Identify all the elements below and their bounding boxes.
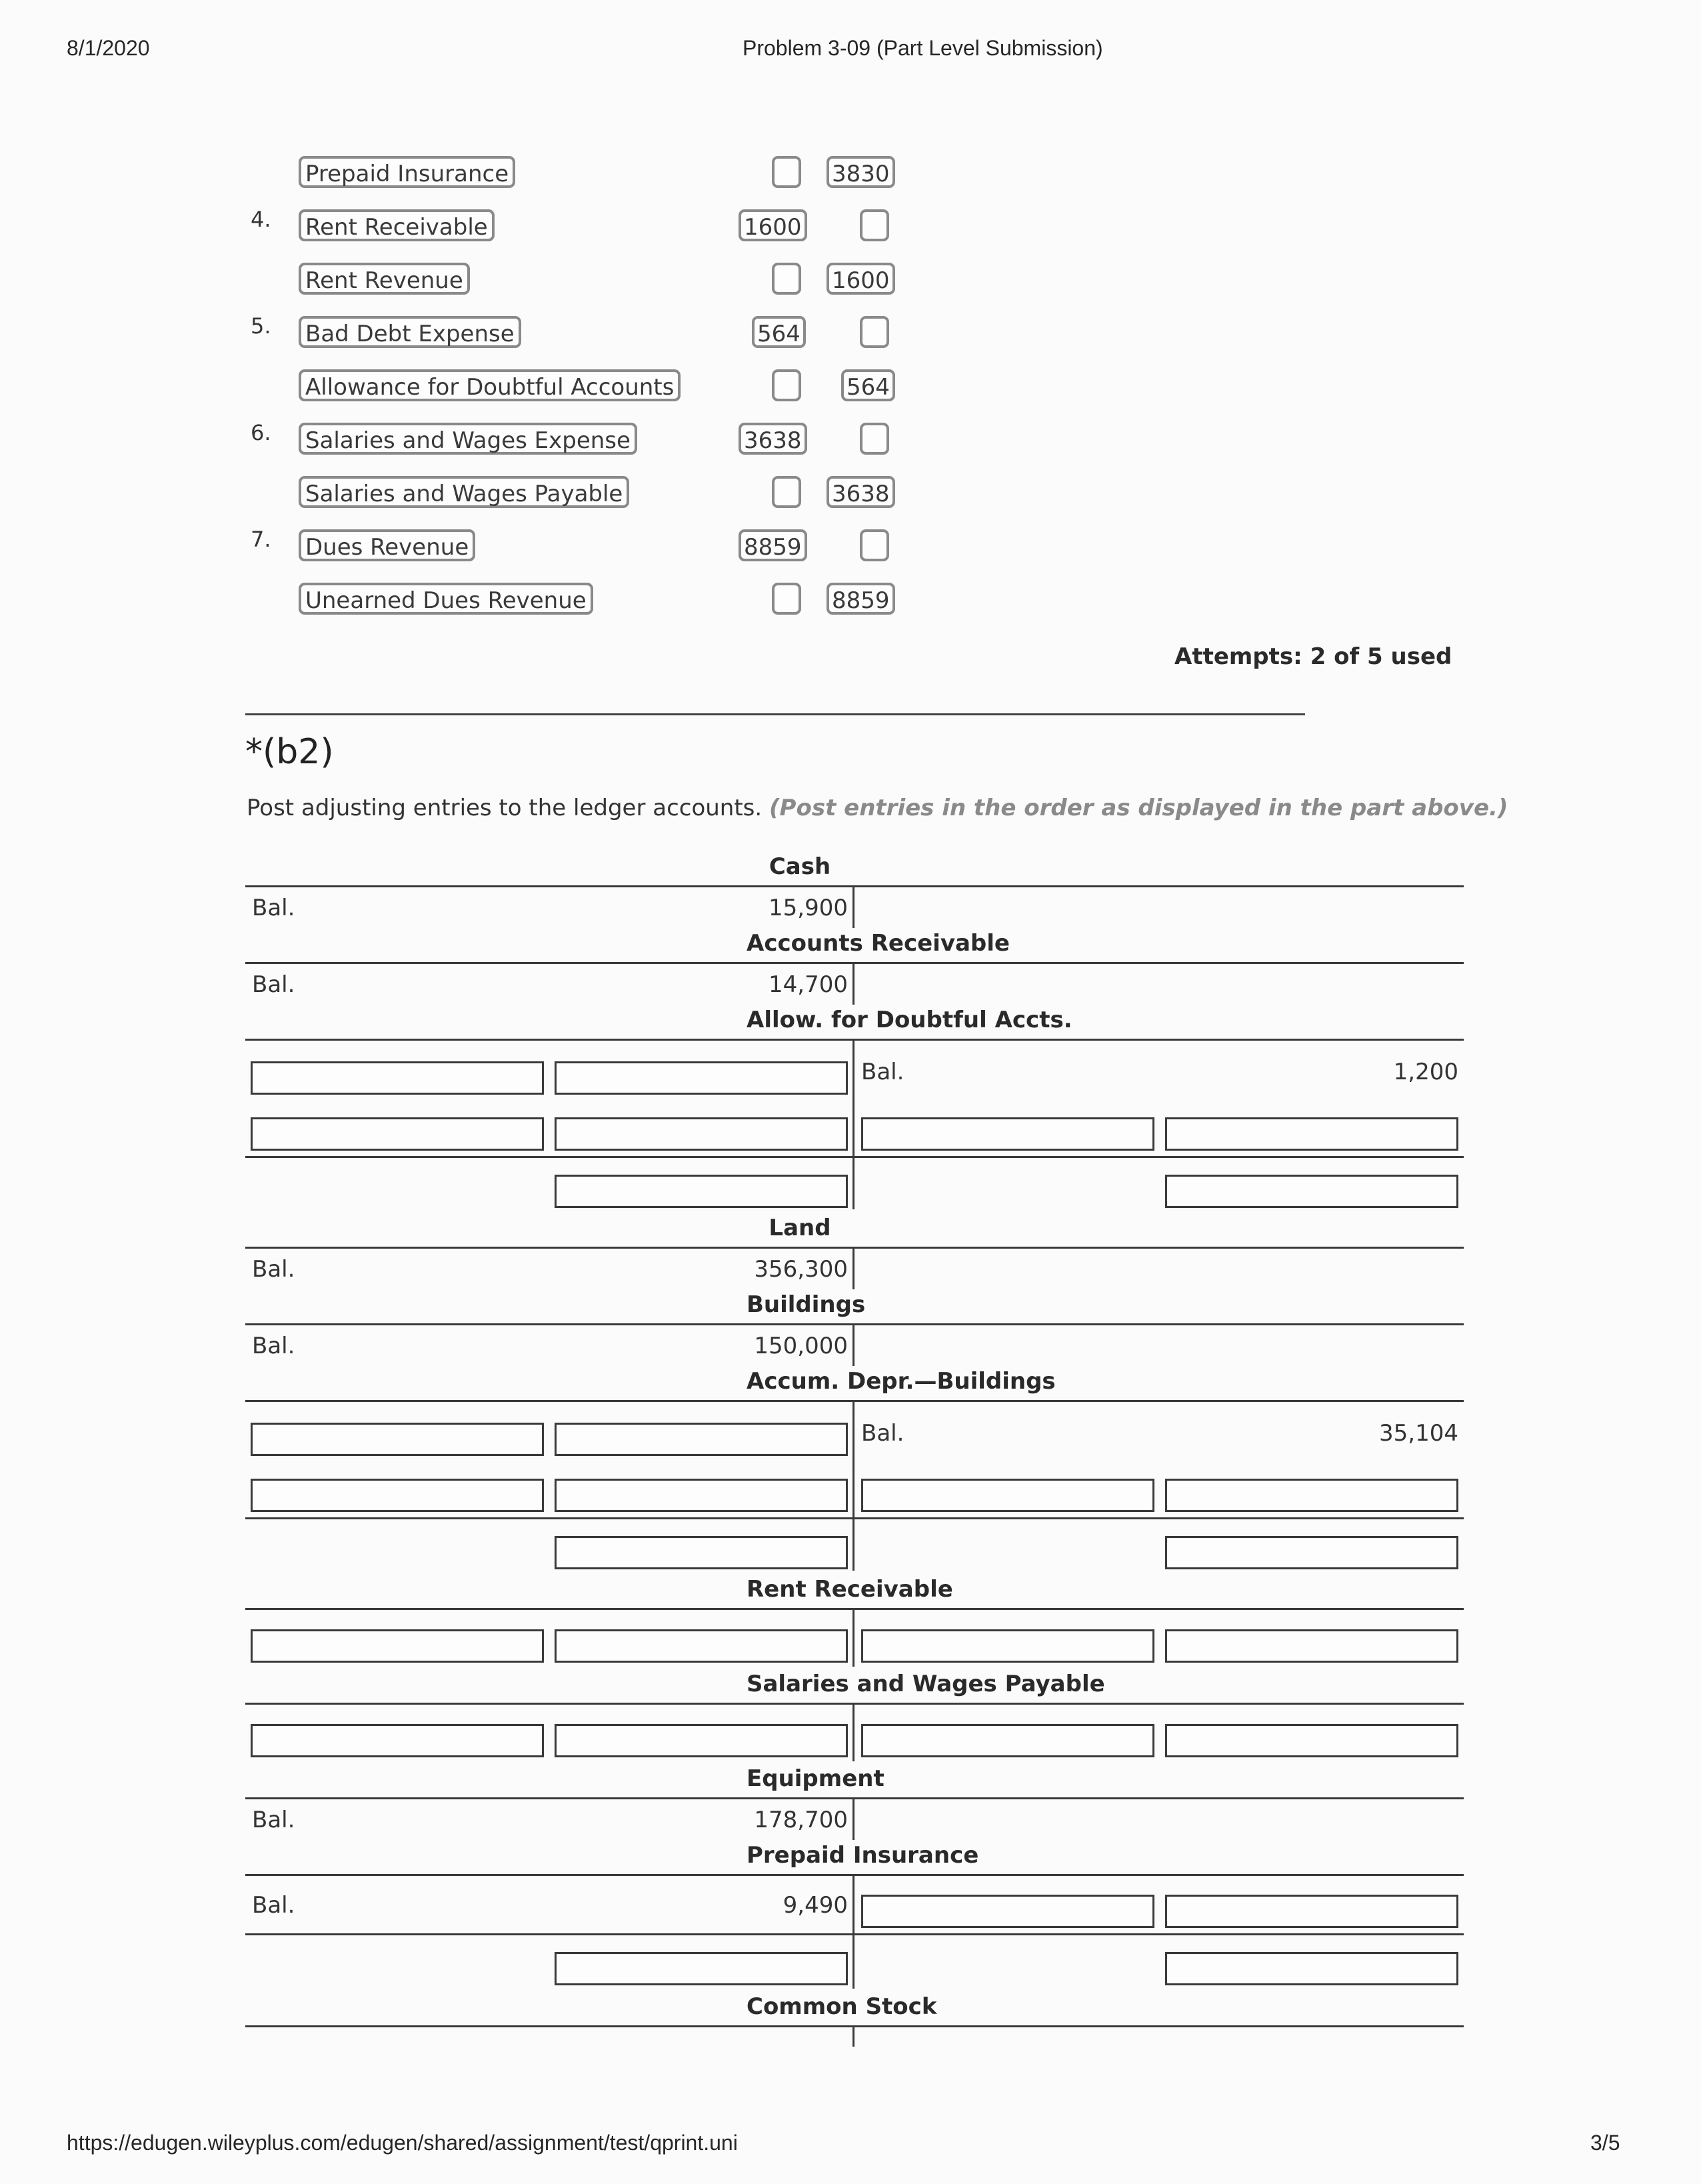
t-account-line [245, 1703, 1464, 1705]
journal-debit-field[interactable] [772, 156, 801, 188]
ledger-title-buildings: Buildings [747, 1291, 866, 1318]
ledger-title-prepaid-insurance: Prepaid Insurance [747, 1842, 979, 1869]
ledger-input-credit-total[interactable] [1165, 1952, 1458, 1985]
ledger-title-accum-depr: Accum. Depr.—Buildings [747, 1368, 1056, 1395]
journal-account-field[interactable]: Unearned Dues Revenue [299, 583, 593, 615]
bal-label: Bal. [861, 1059, 904, 1085]
journal-entry-number: 7. [251, 527, 271, 552]
ledger-input-credit-ref[interactable] [861, 1629, 1154, 1663]
journal-account-field[interactable]: Dues Revenue [299, 529, 475, 561]
t-account-divider [852, 1609, 854, 1667]
t-account-total-line [245, 1156, 1464, 1158]
footer-url: https://edugen.wileyplus.com/edugen/shared/assignment/test/qprint.uni [67, 2131, 738, 2155]
t-account-line [245, 1323, 1464, 1325]
instruction-hint: (Post entries in the order as displayed in the part above.) [769, 795, 1508, 821]
t-account-line [245, 2025, 1464, 2027]
journal-account-field[interactable]: Salaries and Wages Payable [299, 476, 629, 508]
t-account-line [245, 1039, 1464, 1041]
prepaid-debit-balance: 9,490 [783, 1892, 848, 1919]
ledger-input-credit-amount[interactable] [1165, 1117, 1458, 1151]
ledger-input-debit-amount[interactable] [555, 1117, 848, 1151]
bal-label: Bal. [252, 1892, 295, 1919]
ledger-title-cash: Cash [769, 853, 831, 880]
bal-label: Bal. [252, 1256, 295, 1283]
allow-credit-balance: 1,200 [1393, 1059, 1458, 1085]
ledger-title-common-stock: Common Stock [747, 1993, 937, 2020]
ledger-input-debit-amount[interactable] [555, 1423, 848, 1456]
ledger-input-debit-ref[interactable] [251, 1117, 544, 1151]
t-account-divider [852, 1799, 854, 1840]
journal-credit-field[interactable]: 8859 [827, 583, 895, 615]
ledger-title-accounts-receivable: Accounts Receivable [747, 930, 1010, 957]
journal-credit-field[interactable]: 564 [841, 369, 895, 401]
journal-credit-field[interactable] [860, 209, 889, 241]
ledger-input-debit-ref[interactable] [251, 1423, 544, 1456]
ledger-input-credit-amount[interactable] [1165, 1629, 1458, 1663]
bal-label: Bal. [252, 1807, 295, 1833]
t-account-line [245, 1608, 1464, 1610]
t-account-divider [852, 1401, 854, 1571]
print-date: 8/1/2020 [67, 36, 150, 60]
ledger-title-allowance: Allow. for Doubtful Accts. [747, 1007, 1072, 1033]
journal-account-field[interactable]: Salaries and Wages Expense [299, 423, 637, 455]
ledger-input-debit-amount[interactable] [555, 1479, 848, 1512]
ledger-title-salaries-payable: Salaries and Wages Payable [747, 1671, 1105, 1697]
ledger-input-debit-ref[interactable] [251, 1479, 544, 1512]
t-account-total-line [245, 1517, 1464, 1519]
journal-entry-number: 5. [251, 313, 271, 339]
ledger-input-credit-amount[interactable] [1165, 1895, 1458, 1928]
equipment-debit-balance: 178,700 [754, 1807, 848, 1833]
journal-entry-number: 4. [251, 207, 271, 232]
t-account-total-line [245, 1933, 1464, 1935]
t-account-line [245, 962, 1464, 964]
journal-account-field[interactable]: Allowance for Doubtful Accounts [299, 369, 681, 401]
t-account-divider [852, 887, 854, 928]
ledger-input-debit-amount[interactable] [555, 1629, 848, 1663]
t-account-line [245, 1400, 1464, 1402]
section-instruction [247, 795, 1508, 821]
t-account-divider [852, 1248, 854, 1289]
bal-label: Bal. [252, 895, 295, 921]
ledger-input-debit-ref[interactable] [251, 1629, 544, 1663]
t-account-divider [852, 1040, 854, 1209]
bal-label: Bal. [861, 1420, 904, 1447]
t-account-divider [852, 1875, 854, 1989]
instruction-text: Post adjusting entries to the ledger accounts. [247, 795, 763, 821]
ledger-input-credit-total[interactable] [1165, 1536, 1458, 1569]
ledger-input-debit-total[interactable] [555, 1952, 848, 1985]
ledger-title-land: Land [769, 1215, 831, 1241]
t-account-line [245, 885, 1464, 887]
ledger-title-equipment: Equipment [747, 1765, 884, 1792]
journal-account-field[interactable]: Prepaid Insurance [299, 156, 515, 188]
ledger-input-credit-ref[interactable] [861, 1895, 1154, 1928]
ar-debit-balance: 14,700 [769, 971, 848, 998]
journal-account-field[interactable]: Rent Revenue [299, 263, 470, 295]
journal-debit-field[interactable]: 1600 [739, 209, 807, 241]
ledger-input-credit-ref[interactable] [861, 1117, 1154, 1151]
journal-debit-field[interactable]: 564 [752, 316, 806, 348]
journal-account-field[interactable]: Rent Receivable [299, 209, 495, 241]
t-account-line [245, 1247, 1464, 1249]
journal-credit-field[interactable]: 3830 [827, 156, 895, 188]
t-account-divider [852, 2027, 854, 2047]
journal-debit-field[interactable] [772, 369, 801, 401]
cash-debit-balance: 15,900 [769, 895, 848, 921]
t-account-line [245, 1797, 1464, 1799]
journal-credit-field[interactable]: 1600 [827, 263, 895, 295]
journal-credit-field[interactable] [860, 529, 889, 561]
ledger-input-credit-total[interactable] [1165, 1175, 1458, 1208]
journal-credit-field[interactable] [860, 316, 889, 348]
ledger-input-debit-total[interactable] [555, 1536, 848, 1569]
journal-account-field[interactable]: Bad Debt Expense [299, 316, 521, 348]
journal-credit-field[interactable]: 3638 [827, 476, 895, 508]
ledger-input-debit-ref[interactable] [251, 1061, 544, 1095]
bal-label: Bal. [252, 971, 295, 998]
journal-debit-field[interactable]: 8859 [739, 529, 807, 561]
buildings-debit-balance: 150,000 [754, 1333, 848, 1359]
bal-label: Bal. [252, 1333, 295, 1359]
ledger-input-credit-ref[interactable] [861, 1479, 1154, 1512]
ledger-input-credit-amount[interactable] [1165, 1724, 1458, 1757]
page-number: 3/5 [1590, 2131, 1620, 2155]
t-account-divider [852, 1704, 854, 1761]
journal-debit-field[interactable] [772, 583, 801, 615]
ledger-title-rent-receivable: Rent Receivable [747, 1576, 953, 1603]
t-account-line [245, 1874, 1464, 1876]
ledger-input-debit-total[interactable] [555, 1175, 848, 1208]
journal-debit-field[interactable] [772, 476, 801, 508]
accum-credit-balance: 35,104 [1379, 1420, 1458, 1447]
ledger-input-debit-ref[interactable] [251, 1724, 544, 1757]
ledger-input-credit-ref[interactable] [861, 1724, 1154, 1757]
journal-debit-field[interactable]: 3638 [739, 423, 807, 455]
section-divider [245, 713, 1305, 715]
ledger-input-debit-amount[interactable] [555, 1724, 848, 1757]
journal-credit-field[interactable] [860, 423, 889, 455]
attempts-counter: Attempts: 2 of 5 used [1174, 643, 1452, 670]
land-debit-balance: 356,300 [754, 1256, 848, 1283]
journal-debit-field[interactable] [772, 263, 801, 295]
ledger-input-credit-amount[interactable] [1165, 1479, 1458, 1512]
section-title: *(b2) [245, 732, 334, 772]
print-title: Problem 3-09 (Part Level Submission) [743, 36, 1103, 60]
t-account-divider [852, 1325, 854, 1366]
ledger-input-debit-amount[interactable] [555, 1061, 848, 1095]
journal-entry-number: 6. [251, 420, 271, 445]
t-account-divider [852, 963, 854, 1005]
